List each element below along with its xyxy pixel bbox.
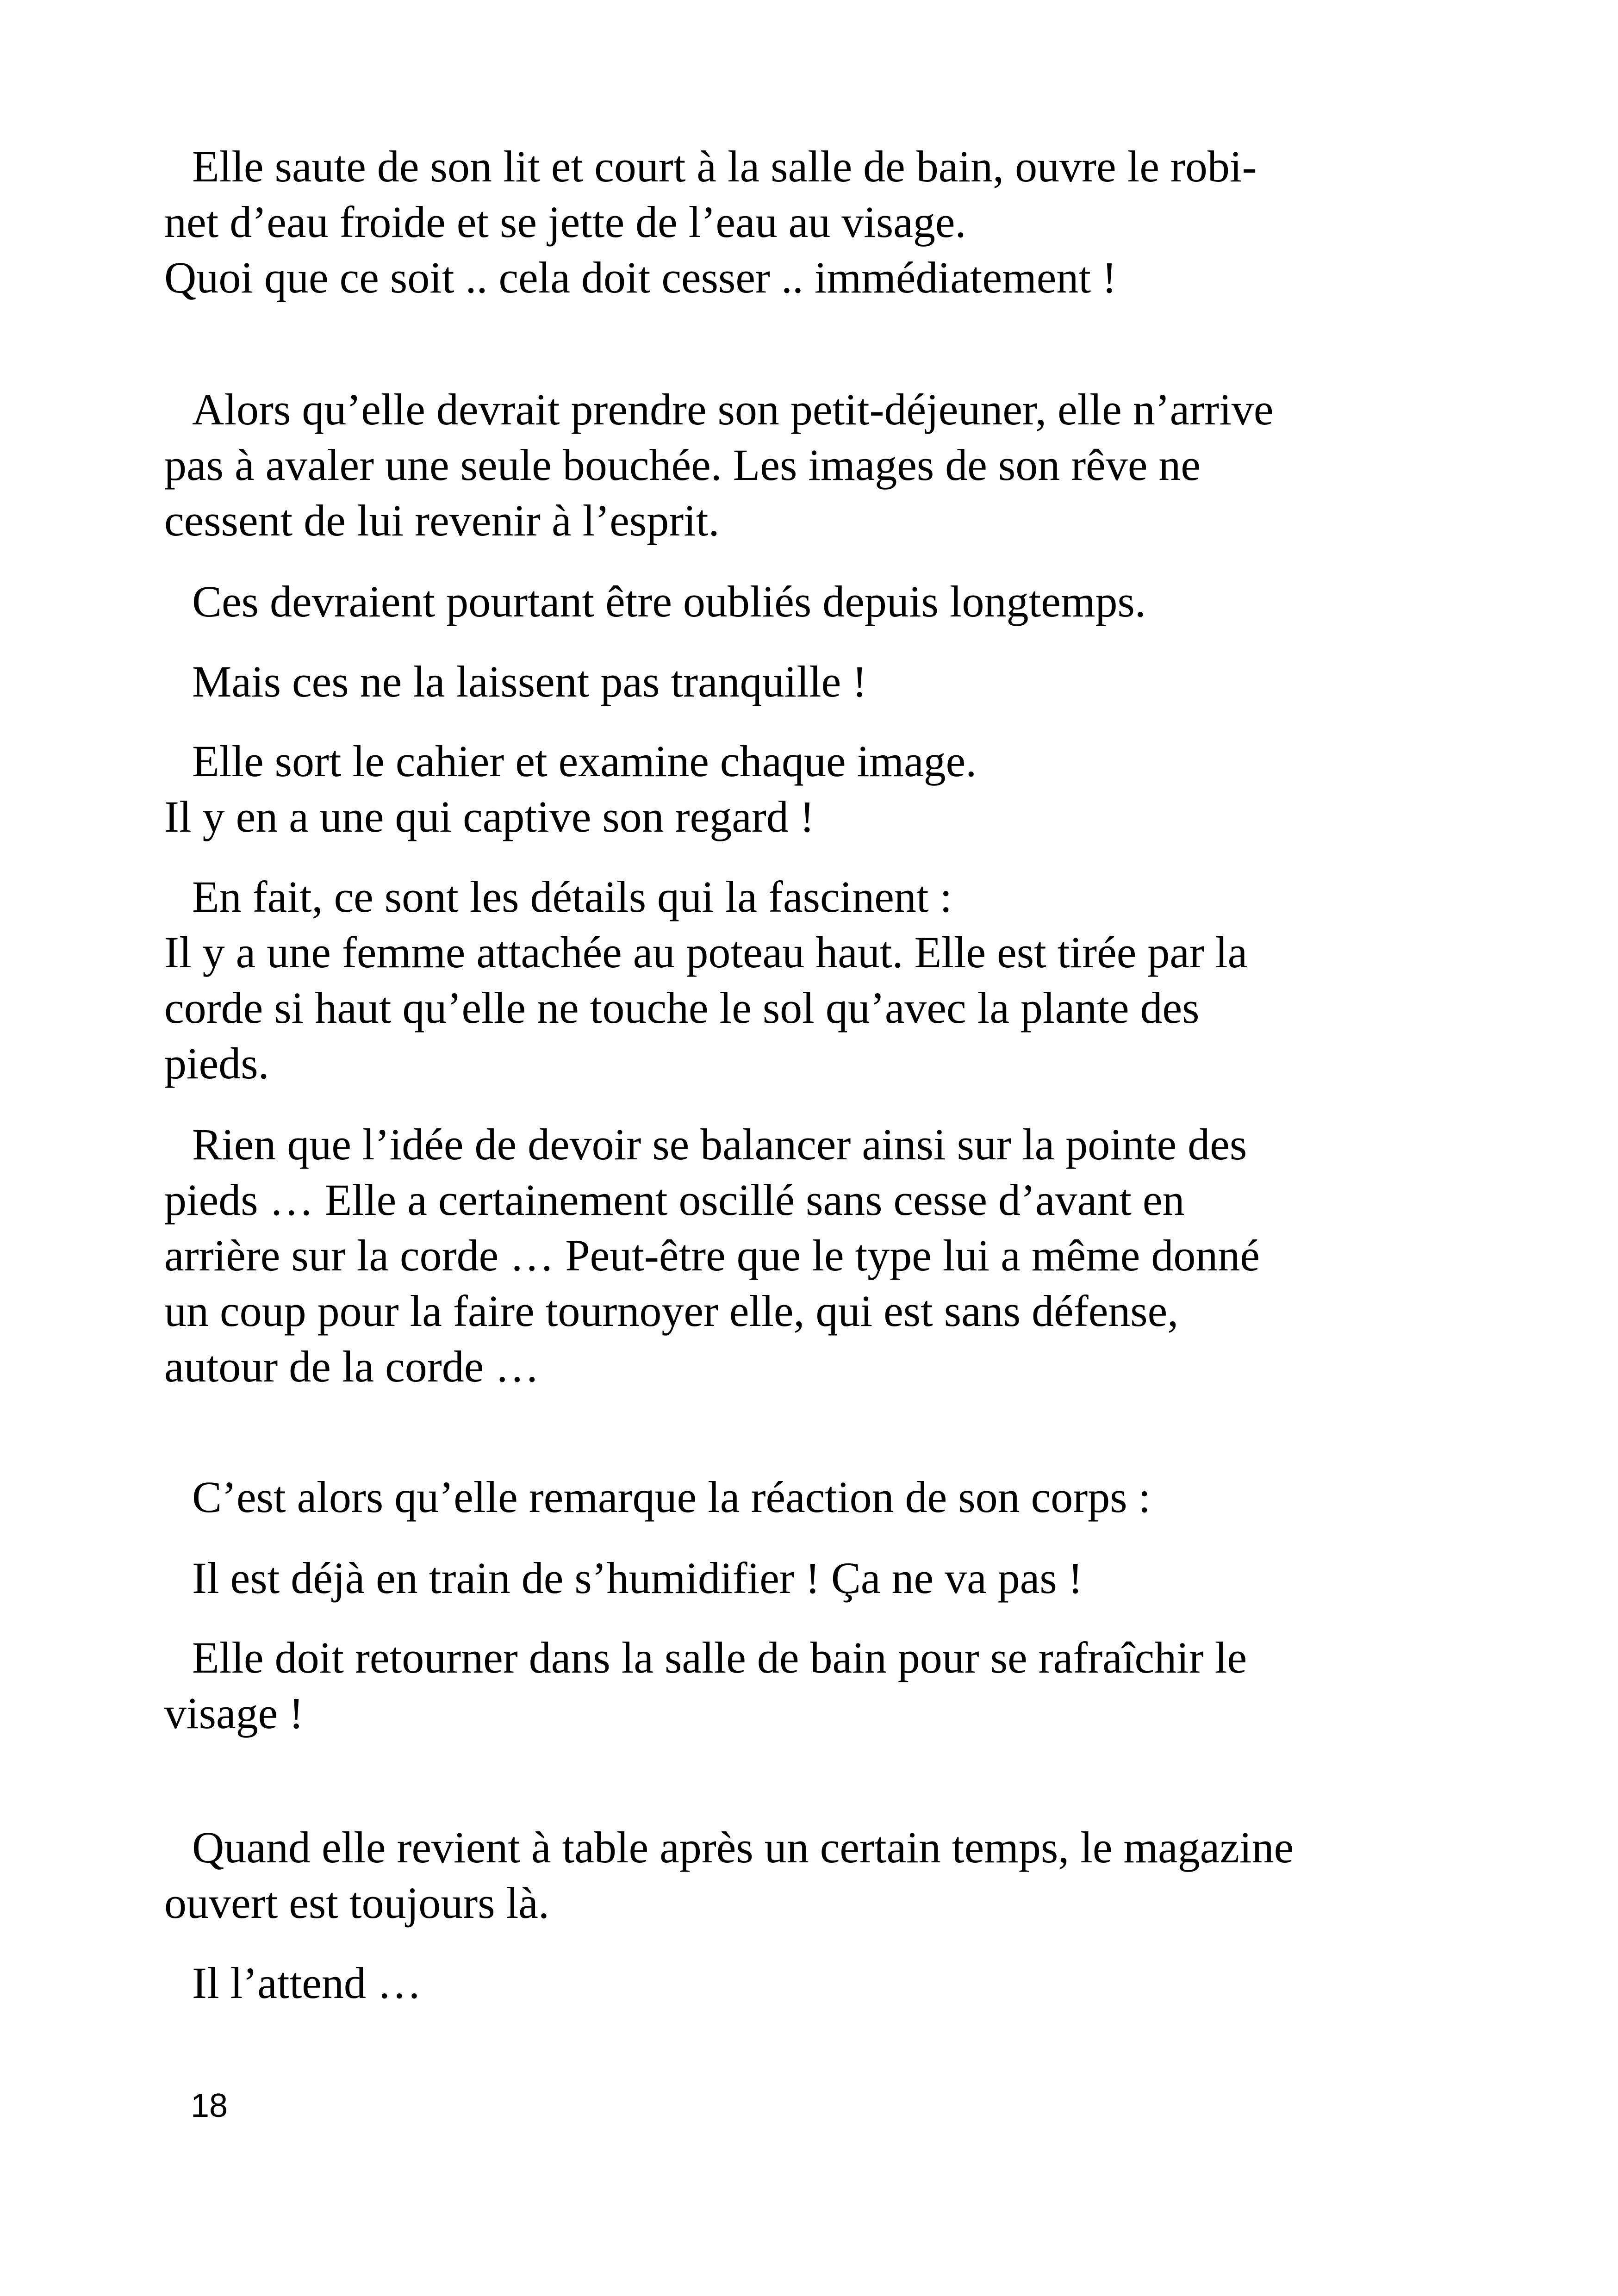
page-number: 18 [191,2087,228,2124]
text-line: C’est alors qu’elle remarque la réaction de son corps : [192,1472,1151,1522]
text-line: Elle sort le cahier et examine chaque image. [192,736,977,786]
text-line: corde si haut qu’elle ne touche le sol qu’avec la plante des [164,983,1200,1033]
text-line: un coup pour la faire tournoyer elle, qui est sans défense, [164,1286,1179,1336]
text-line: Elle doit retourner dans la salle de bain pour se rafraîchir le [192,1633,1247,1682]
text-line: Quoi que ce soit .. cela doit cesser .. immédiatement ! [164,253,1117,302]
text-line: Il est déjà en train de s’humidifier ! Ça ne va pas ! [192,1553,1083,1603]
text-line: autour de la corde … [164,1342,540,1391]
text-line: arrière sur la corde … Peut-être que le type lui a même donné [164,1231,1260,1280]
text-line: pieds … Elle a certainement oscillé sans cesse d’avant en [164,1175,1185,1225]
text-line: Quand elle revient à table après un certain temps, le magazine [192,1823,1294,1872]
text-line: Rien que l’idée de devoir se balancer ainsi sur la pointe des [192,1120,1247,1169]
text-line: net d’eau froide et se jette de l’eau au visage. [164,197,966,247]
text-line: Elle saute de son lit et court à la salle de bain, ouvre le robi- [192,142,1257,191]
text-line: Ces devraient pourtant être oubliés depuis longtemps. [192,577,1146,626]
text-line: pas à avaler une seule bouchée. Les images de son rêve ne [164,440,1201,490]
text-line: ouvert est toujours là. [164,1878,549,1928]
text-line: Il l’attend … [192,1958,422,2008]
text-line: En fait, ce sont les détails qui la fascinent : [192,872,952,921]
text-line: pieds. [164,1039,269,1088]
text-line: cessent de lui revenir à l’esprit. [164,496,720,545]
text-line: Alors qu’elle devrait prendre son petit-déjeuner, elle n’arrive [192,385,1274,434]
text-line: Il y en a une qui captive son regard ! [164,792,815,841]
text-line: Il y a une femme attachée au poteau haut. Elle est tirée par la [164,927,1248,977]
text-line: visage ! [164,1688,304,1738]
text-line: Mais ces ne la laissent pas tranquille ! [192,657,867,706]
